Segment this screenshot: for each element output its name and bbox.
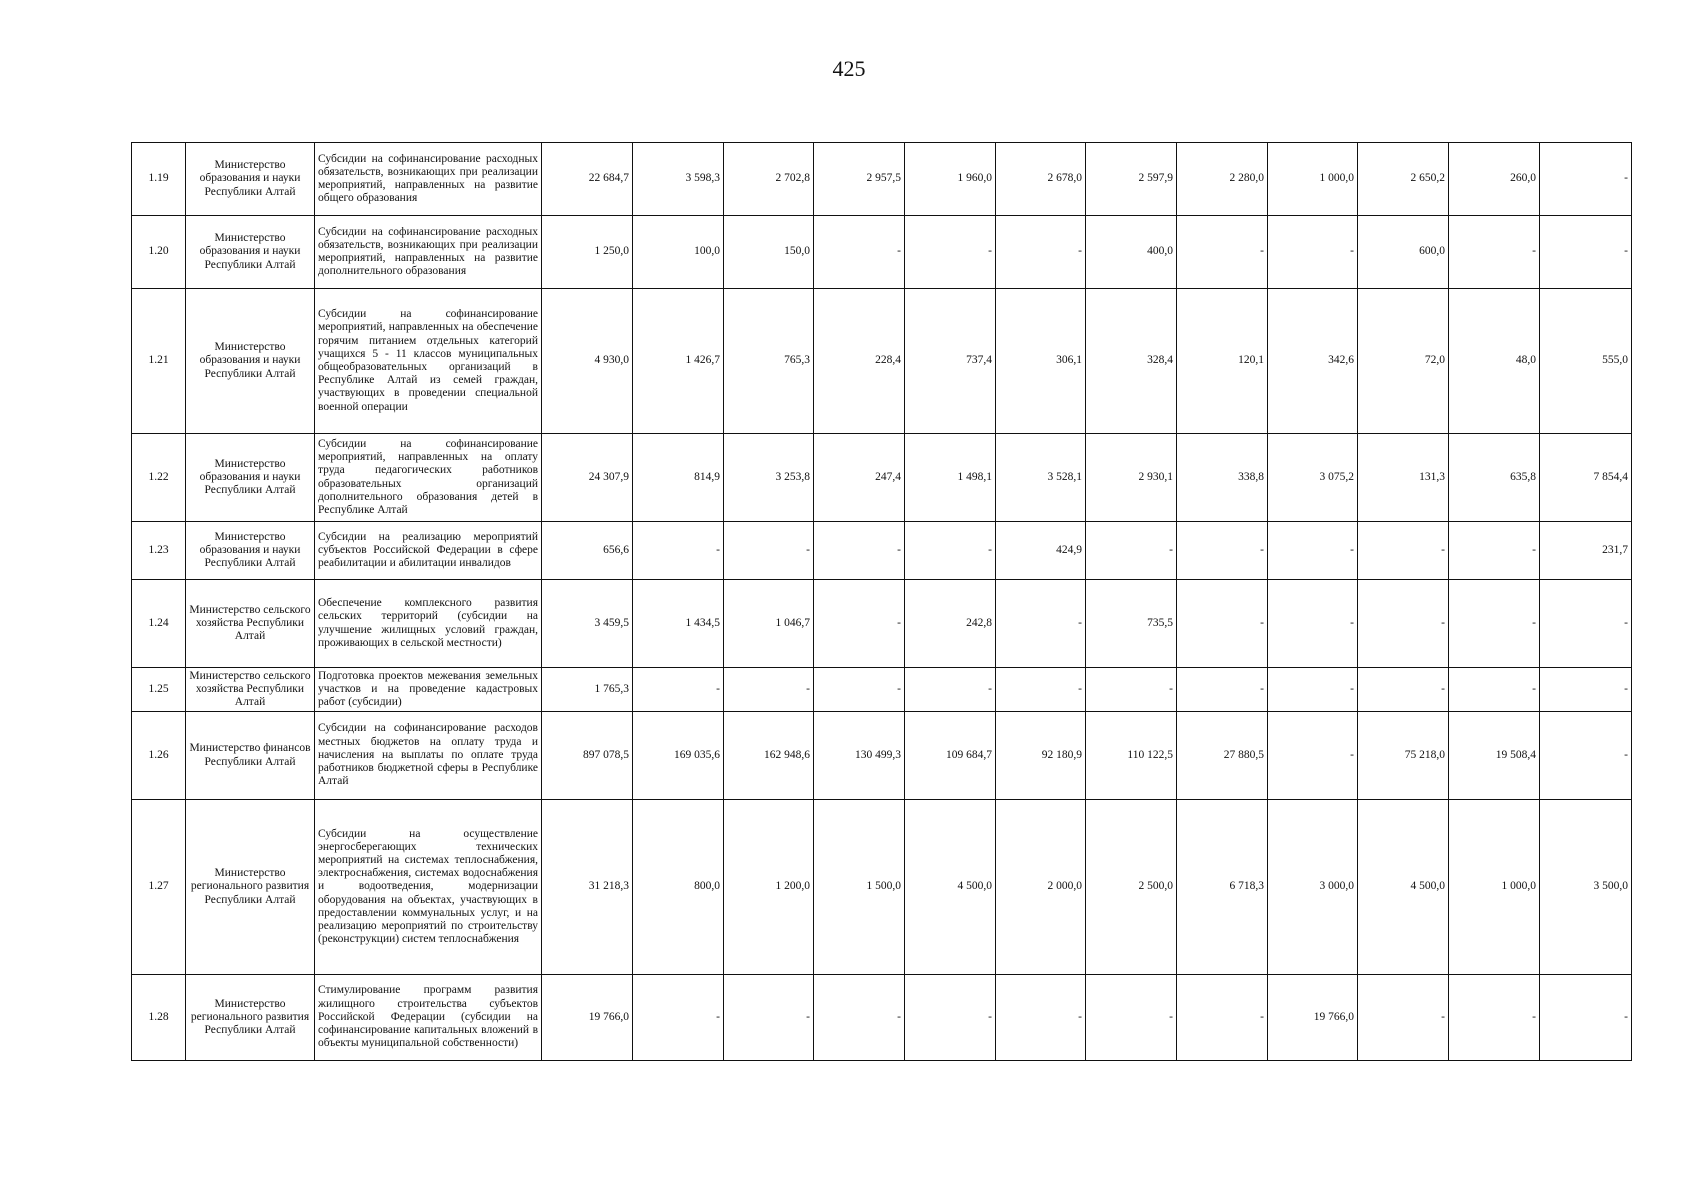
- amount-cell: -: [1268, 580, 1358, 668]
- amount-cell: 1 498,1: [905, 434, 996, 522]
- amount-cell: 242,8: [905, 580, 996, 668]
- amount-cell: -: [1540, 712, 1632, 800]
- responsible-organization: Министерство образования и науки Республики Алтай: [186, 522, 315, 580]
- amount-cell: 3 000,0: [1268, 800, 1358, 975]
- amount-cell: 328,4: [1086, 289, 1177, 434]
- amount-cell: 3 500,0: [1540, 800, 1632, 975]
- amount-cell: 1 500,0: [814, 800, 905, 975]
- measure-description: Обеспечение комплексного развития сельских территорий (субсидии на улучшение жилищных условий граждан, проживающих в сельской местности): [315, 580, 542, 668]
- amount-cell: 2 280,0: [1177, 143, 1268, 216]
- measure-description: Подготовка проектов межевания земельных участков и на проведение кадастровых работ (субсидии): [315, 668, 542, 712]
- total-amount: 897 078,5: [542, 712, 633, 800]
- row-number: 1.23: [132, 522, 186, 580]
- total-amount: 4 930,0: [542, 289, 633, 434]
- amount-cell: 338,8: [1177, 434, 1268, 522]
- amount-cell: -: [1177, 580, 1268, 668]
- amount-cell: -: [1086, 975, 1177, 1061]
- responsible-organization: Министерство образования и науки Республики Алтай: [186, 143, 315, 216]
- amount-cell: -: [1449, 975, 1540, 1061]
- amount-cell: 7 854,4: [1540, 434, 1632, 522]
- amount-cell: -: [905, 216, 996, 289]
- amount-cell: 424,9: [996, 522, 1086, 580]
- total-amount: 19 766,0: [542, 975, 633, 1061]
- amount-cell: -: [905, 522, 996, 580]
- amount-cell: 130 499,3: [814, 712, 905, 800]
- amount-cell: -: [905, 668, 996, 712]
- amount-cell: 342,6: [1268, 289, 1358, 434]
- amount-cell: -: [814, 975, 905, 1061]
- amount-cell: 4 500,0: [1358, 800, 1449, 975]
- responsible-organization: Министерство финансов Республики Алтай: [186, 712, 315, 800]
- amount-cell: -: [1268, 712, 1358, 800]
- amount-cell: 735,5: [1086, 580, 1177, 668]
- amount-cell: -: [1449, 668, 1540, 712]
- table-row: [132, 434, 1632, 522]
- table-row: [132, 216, 1632, 289]
- amount-cell: 2 930,1: [1086, 434, 1177, 522]
- total-amount: 3 459,5: [542, 580, 633, 668]
- amount-cell: 306,1: [996, 289, 1086, 434]
- table-row: [132, 522, 1632, 580]
- amount-cell: 92 180,9: [996, 712, 1086, 800]
- amount-cell: 110 122,5: [1086, 712, 1177, 800]
- amount-cell: 27 880,5: [1177, 712, 1268, 800]
- total-amount: 656,6: [542, 522, 633, 580]
- responsible-organization: Министерство сельского хозяйства Республики Алтай: [186, 668, 315, 712]
- row-number: 1.25: [132, 668, 186, 712]
- row-number: 1.27: [132, 800, 186, 975]
- amount-cell: 555,0: [1540, 289, 1632, 434]
- measure-description: Субсидии на осуществление энергосберегающих технических мероприятий на системах теплоснабжения, электроснабжения, системах водоснабжения и водоотведения, модернизации оборудования на объектах, участвующих в предоставлении коммунальных услуг, и на реализацию мероприятий по строительству (реконструкции) систем теплоснабжения: [315, 800, 542, 975]
- amount-cell: 2 597,9: [1086, 143, 1177, 216]
- amount-cell: -: [1540, 143, 1632, 216]
- amount-cell: 120,1: [1177, 289, 1268, 434]
- amount-cell: -: [1449, 580, 1540, 668]
- amount-cell: -: [1358, 668, 1449, 712]
- amount-cell: 72,0: [1358, 289, 1449, 434]
- amount-cell: 814,9: [633, 434, 724, 522]
- table-row: [132, 975, 1632, 1061]
- amount-cell: -: [996, 580, 1086, 668]
- amount-cell: -: [905, 975, 996, 1061]
- amount-cell: 6 718,3: [1177, 800, 1268, 975]
- amount-cell: -: [1358, 522, 1449, 580]
- row-number: 1.21: [132, 289, 186, 434]
- amount-cell: -: [814, 668, 905, 712]
- total-amount: 24 307,9: [542, 434, 633, 522]
- measure-description: Субсидии на реализацию мероприятий субъектов Российской Федерации в сфере реабилитации и абилитации инвалидов: [315, 522, 542, 580]
- amount-cell: -: [724, 668, 814, 712]
- amount-cell: 1 434,5: [633, 580, 724, 668]
- amount-cell: 1 960,0: [905, 143, 996, 216]
- amount-cell: -: [814, 522, 905, 580]
- amount-cell: 19 766,0: [1268, 975, 1358, 1061]
- table-row: [132, 800, 1632, 975]
- table-row: [132, 580, 1632, 668]
- amount-cell: -: [996, 216, 1086, 289]
- amount-cell: 131,3: [1358, 434, 1449, 522]
- amount-cell: -: [1540, 216, 1632, 289]
- amount-cell: -: [633, 975, 724, 1061]
- amount-cell: -: [996, 975, 1086, 1061]
- amount-cell: 2 650,2: [1358, 143, 1449, 216]
- amount-cell: 1 200,0: [724, 800, 814, 975]
- total-amount: 1 765,3: [542, 668, 633, 712]
- amount-cell: -: [1358, 975, 1449, 1061]
- amount-cell: 2 678,0: [996, 143, 1086, 216]
- amount-cell: -: [1540, 668, 1632, 712]
- budget-table: [131, 142, 1632, 1061]
- amount-cell: -: [1540, 975, 1632, 1061]
- row-number: 1.20: [132, 216, 186, 289]
- amount-cell: -: [1177, 522, 1268, 580]
- amount-cell: 2 500,0: [1086, 800, 1177, 975]
- amount-cell: 3 528,1: [996, 434, 1086, 522]
- responsible-organization: Министерство сельского хозяйства Республики Алтай: [186, 580, 315, 668]
- amount-cell: -: [1449, 216, 1540, 289]
- amount-cell: 150,0: [724, 216, 814, 289]
- amount-cell: 3 598,3: [633, 143, 724, 216]
- amount-cell: 765,3: [724, 289, 814, 434]
- amount-cell: -: [1177, 216, 1268, 289]
- row-number: 1.24: [132, 580, 186, 668]
- amount-cell: 2 000,0: [996, 800, 1086, 975]
- amount-cell: 1 000,0: [1268, 143, 1358, 216]
- amount-cell: 19 508,4: [1449, 712, 1540, 800]
- amount-cell: 48,0: [1449, 289, 1540, 434]
- measure-description: Субсидии на софинансирование мероприятий, направленных на обеспечение горячим питанием отдельных категорий учащихся 5 - 11 классов муниципальных общеобразовательных организаций в Республике Алтай из семей граждан, участвующих в проведении специальной военной операции: [315, 289, 542, 434]
- amount-cell: 3 253,8: [724, 434, 814, 522]
- amount-cell: -: [1268, 522, 1358, 580]
- measure-description: Субсидии на софинансирование расходных обязательств, возникающих при реализации мероприятий, направленных на развитие дополнительного образования: [315, 216, 542, 289]
- amount-cell: -: [1358, 580, 1449, 668]
- amount-cell: -: [814, 580, 905, 668]
- amount-cell: 231,7: [1540, 522, 1632, 580]
- amount-cell: 228,4: [814, 289, 905, 434]
- amount-cell: 600,0: [1358, 216, 1449, 289]
- amount-cell: -: [1177, 975, 1268, 1061]
- amount-cell: 2 702,8: [724, 143, 814, 216]
- amount-cell: 1 046,7: [724, 580, 814, 668]
- amount-cell: 109 684,7: [905, 712, 996, 800]
- table-body: [132, 143, 1632, 1061]
- table-row: [132, 143, 1632, 216]
- table-row: [132, 289, 1632, 434]
- table-row: [132, 712, 1632, 800]
- amount-cell: -: [633, 522, 724, 580]
- amount-cell: -: [724, 522, 814, 580]
- responsible-organization: Министерство образования и науки Республики Алтай: [186, 216, 315, 289]
- row-number: 1.22: [132, 434, 186, 522]
- page-number: 425: [832, 56, 866, 81]
- measure-description: Стимулирование программ развития жилищного строительства субъектов Российской Федерации (субсидии на софинансирование капитальных вложений в объекты муниципальной собственности): [315, 975, 542, 1061]
- total-amount: 31 218,3: [542, 800, 633, 975]
- responsible-organization: Министерство образования и науки Республики Алтай: [186, 289, 315, 434]
- row-number: 1.26: [132, 712, 186, 800]
- total-amount: 1 250,0: [542, 216, 633, 289]
- measure-description: Субсидии на софинансирование мероприятий, направленных на оплату труда педагогических работников образовательных организаций дополнительного образования детей в Республике Алтай: [315, 434, 542, 522]
- amount-cell: 1 426,7: [633, 289, 724, 434]
- amount-cell: 400,0: [1086, 216, 1177, 289]
- amount-cell: 737,4: [905, 289, 996, 434]
- amount-cell: 1 000,0: [1449, 800, 1540, 975]
- responsible-organization: Министерство образования и науки Республики Алтай: [186, 434, 315, 522]
- amount-cell: 75 218,0: [1358, 712, 1449, 800]
- amount-cell: 162 948,6: [724, 712, 814, 800]
- measure-description: Субсидии на софинансирование расходных обязательств, возникающих при реализации мероприятий, направленных на развитие общего образования: [315, 143, 542, 216]
- amount-cell: 100,0: [633, 216, 724, 289]
- amount-cell: 800,0: [633, 800, 724, 975]
- amount-cell: -: [1540, 580, 1632, 668]
- total-amount: 22 684,7: [542, 143, 633, 216]
- row-number: 1.28: [132, 975, 186, 1061]
- responsible-organization: Министерство регионального развития Республики Алтай: [186, 800, 315, 975]
- amount-cell: -: [996, 668, 1086, 712]
- amount-cell: -: [814, 216, 905, 289]
- amount-cell: -: [1086, 522, 1177, 580]
- amount-cell: 635,8: [1449, 434, 1540, 522]
- amount-cell: 3 075,2: [1268, 434, 1358, 522]
- amount-cell: 169 035,6: [633, 712, 724, 800]
- amount-cell: -: [1177, 668, 1268, 712]
- amount-cell: 247,4: [814, 434, 905, 522]
- amount-cell: -: [1268, 216, 1358, 289]
- amount-cell: 2 957,5: [814, 143, 905, 216]
- amount-cell: 260,0: [1449, 143, 1540, 216]
- amount-cell: -: [1449, 522, 1540, 580]
- row-number: 1.19: [132, 143, 186, 216]
- measure-description: Субсидии на софинансирование расходов местных бюджетов на оплату труда и начисления на выплаты по оплате труда работников бюджетной сферы в Республике Алтай: [315, 712, 542, 800]
- responsible-organization: Министерство регионального развития Республики Алтай: [186, 975, 315, 1061]
- amount-cell: -: [724, 975, 814, 1061]
- amount-cell: -: [1268, 668, 1358, 712]
- table-row: [132, 668, 1632, 712]
- amount-cell: 4 500,0: [905, 800, 996, 975]
- amount-cell: -: [633, 668, 724, 712]
- amount-cell: -: [1086, 668, 1177, 712]
